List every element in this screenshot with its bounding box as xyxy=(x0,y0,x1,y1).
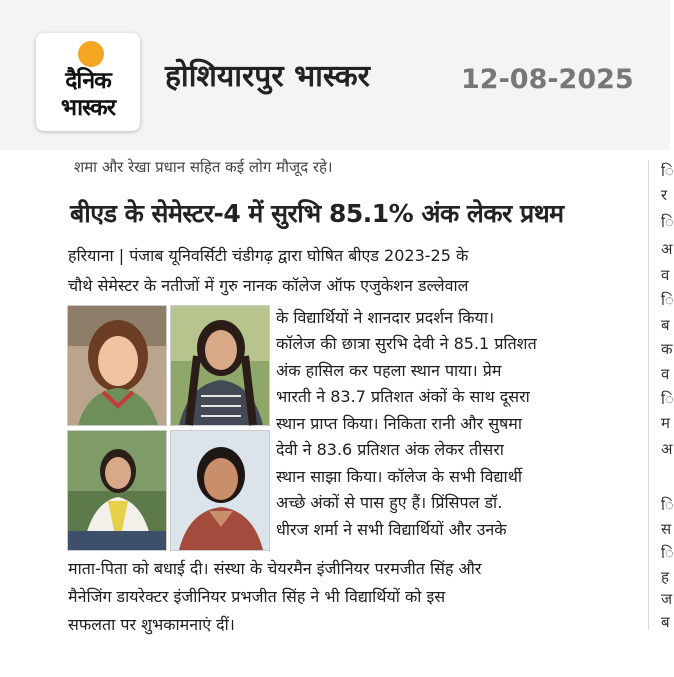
column-text-fragment: व xyxy=(661,266,670,284)
article-line: स्थान प्राप्त किया। निकिता रानी और सुषमा xyxy=(276,414,523,433)
column-text-fragment: ज xyxy=(661,590,673,608)
article-line: के विद्यार्थियों ने शानदार प्रदर्शन किया। xyxy=(276,308,495,327)
article-line: मैनेजिंग डायरेक्टर इंजीनियर प्रभजीत सिंह ने भी विद्यार्थियों को इस xyxy=(68,587,446,606)
column-text-fragment: म xyxy=(661,414,670,432)
article-line: चौथे सेमेस्टर के नतीजों में गुरु नानक कॉलेज ऑफ एजुकेशन डल्लेवाल xyxy=(68,276,469,295)
sun-logo-icon xyxy=(78,41,104,67)
column-text-fragment: ि xyxy=(661,213,674,231)
article-line: भारती ने 83.7 प्रतिशत अंकों के साथ दूसरा xyxy=(276,387,530,406)
column-text-fragment: ब xyxy=(661,316,670,334)
column-text-fragment: र xyxy=(661,186,668,204)
column-text-fragment: ब xyxy=(661,613,670,631)
student-photo xyxy=(170,430,270,551)
column-text-fragment: ि xyxy=(661,291,674,309)
column-text-fragment: ि xyxy=(661,496,674,514)
column-text-fragment: व xyxy=(661,365,670,383)
header-bar xyxy=(0,0,670,150)
edition-title: होशियारपुर भास्कर xyxy=(165,59,370,94)
previous-article-line: शमा और रेखा प्रधान सहित कई लोग मौजूद रहे। xyxy=(74,158,333,176)
column-text-fragment: ि xyxy=(661,544,674,562)
article-line: अंक हासिल कर पहला स्थान पाया। प्रेम xyxy=(276,361,502,380)
column-text-fragment: ि xyxy=(661,390,674,408)
article-line: कॉलेज की छात्रा सुरभि देवी ने 85.1 प्रतिशत xyxy=(276,334,537,353)
column-text-fragment: क xyxy=(661,340,673,358)
student-photo xyxy=(67,430,167,551)
edition-date: 12-08-2025 xyxy=(461,64,634,95)
article-line: हरियाना | पंजाब यूनिवर्सिटी चंडीगढ़ द्वारा घोषित बीएड 2023-25 के xyxy=(68,246,469,265)
article-line: माता-पिता को बधाई दी। संस्था के चेयरमैन इंजीनियर परमजीत सिंह और xyxy=(68,559,482,578)
article-line: सफलता पर शुभकामनाएं दीं। xyxy=(68,615,235,634)
dainik-bhaskar-logo xyxy=(36,33,140,131)
column-text-fragment: स xyxy=(661,520,672,538)
column-text-fragment: ह xyxy=(661,568,669,586)
article-line: देवी ने 83.6 प्रतिशत अंक लेकर तीसरा xyxy=(276,440,504,459)
adjacent-article-column xyxy=(648,160,674,631)
column-text-fragment: अ xyxy=(661,440,673,458)
column-text-fragment: अ xyxy=(661,240,673,258)
student-photo xyxy=(67,305,167,426)
article-line: अच्छे अंकों से पास हुए हैं। प्रिंसिपल डॉ. xyxy=(276,493,503,512)
student-photos xyxy=(67,305,270,550)
article-line: स्थान साझा किया। कॉलेज के सभी विद्यार्थी xyxy=(276,467,523,486)
article-line: धीरज शर्मा ने सभी विद्यार्थियों और उनके xyxy=(276,520,507,539)
student-photo xyxy=(170,305,270,426)
logo-text-line1: दैनिक xyxy=(65,68,111,94)
logo-text-line2: भास्कर xyxy=(60,95,116,121)
column-text-fragment: ि xyxy=(661,162,674,180)
article-headline: बीएड के सेमेस्टर-4 में सुरभि 85.1% अंक लेकर प्रथम xyxy=(70,199,564,228)
